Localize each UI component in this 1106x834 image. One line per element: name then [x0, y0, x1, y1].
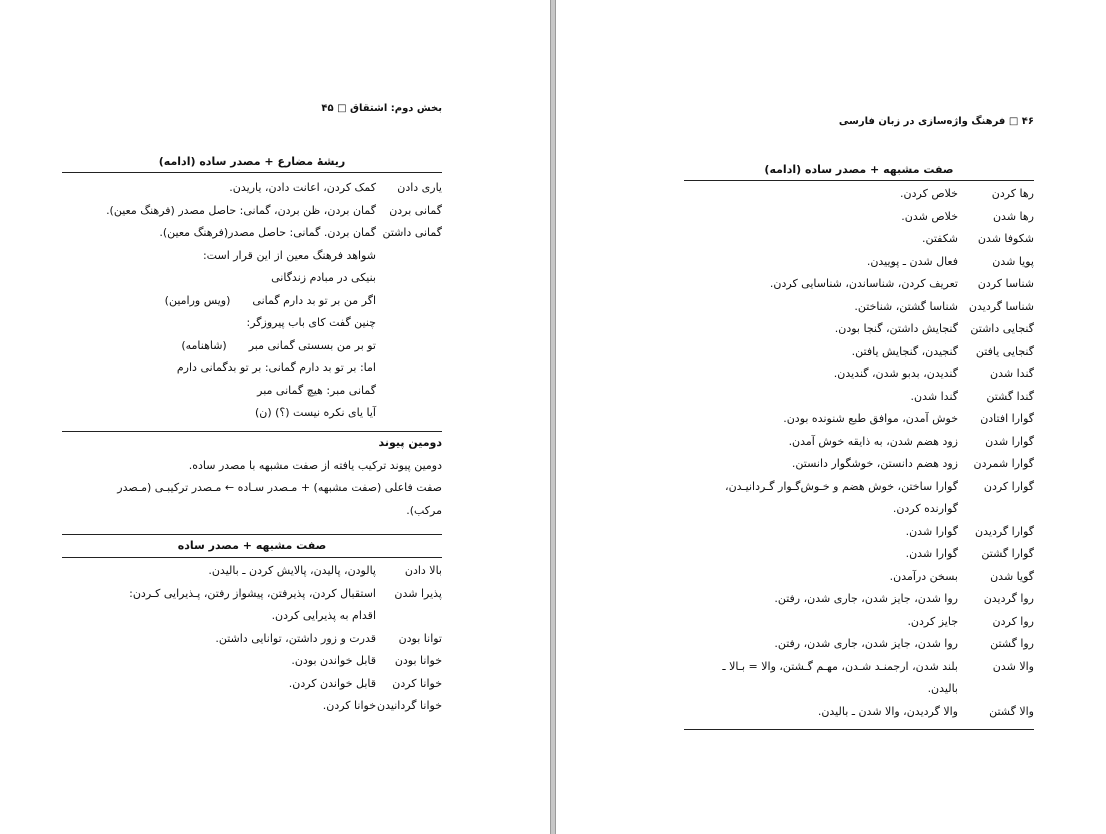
definition: گنجایش داشتن، گنجا بودن. [834, 322, 958, 335]
term: والا شدن [992, 659, 1034, 673]
table-row [684, 183, 1034, 206]
term: والا گشتن [989, 704, 1034, 718]
definition: تعریف کردن، شناساندن، شناسایی کردن. [769, 277, 958, 290]
table-row [684, 566, 1034, 589]
term: روا کردن [992, 614, 1034, 628]
definition: شکفتن. [921, 232, 958, 245]
definition: کمک کردن، اعانت دادن، یاریدن. [229, 181, 376, 194]
term [958, 678, 1034, 701]
term: رها شدن [992, 209, 1034, 223]
table-body [684, 183, 1034, 723]
table-adjective-continued [684, 160, 1034, 730]
table-row [684, 701, 1034, 724]
table-row [62, 200, 442, 223]
definition: گمان بردن. گمانی: حاصل مصدر(فرهنگ معین). [159, 226, 376, 239]
definition: اقدام به پذیرایی کردن. [271, 609, 376, 622]
term: روا گردیدن [983, 592, 1034, 605]
table-row [62, 650, 442, 673]
term: گویا شدن [990, 569, 1034, 583]
definition: روا شدن، جایز شدن، جاری شدن، رفتن. [774, 637, 958, 650]
rule [684, 729, 1034, 730]
term: خوانا گردانیدن [377, 699, 442, 712]
definition: جایز کردن. [907, 614, 958, 628]
quote-text: بنیکی در مبادم زندگانی [271, 271, 376, 284]
table-row [684, 453, 1034, 476]
term: شناسا گردیدن [968, 299, 1034, 313]
table-row [684, 611, 1034, 634]
quote-line [62, 357, 376, 380]
quotes-block [62, 245, 376, 425]
table-row [684, 588, 1034, 611]
definition: شناسا گشتن، شناختن. [854, 299, 958, 313]
table-row [684, 341, 1034, 364]
quote-line [62, 312, 376, 335]
quote-source: (ویس ورامین) [164, 293, 231, 307]
term: گمانی داشتن [382, 226, 442, 239]
definition: والا گردیدن، والا شدن ـ بالیدن. [817, 704, 958, 718]
definition: گندیدن، بدبو شدن، گندیدن. [833, 367, 958, 380]
paragraph-line: صفت فاعلی (صفت مشبهه) + مـصدر سـاده ← مـصدر ترکیبـی (مـصدر [117, 481, 442, 494]
definition: پالودن، پالیدن، پالایش کردن ـ بالیدن. [208, 564, 376, 577]
table-row [684, 476, 1034, 499]
term: یاری دادن [397, 181, 442, 194]
table-row [62, 560, 442, 583]
rule [62, 557, 442, 558]
definition: گوارا شدن. [905, 547, 958, 560]
definition: قابل خواندن کردن. [288, 676, 376, 690]
term: روا گشتن [990, 637, 1034, 650]
term [958, 498, 1034, 521]
term: پویا شدن [992, 254, 1034, 268]
definition: خلاص شدن. [901, 209, 958, 223]
definition: زود هضم شدن، به ذایقه خوش آمدن. [788, 434, 958, 448]
section-heading: دومین پیوند [378, 436, 442, 449]
definition: خوانا کردن. [322, 699, 376, 712]
table-row [684, 633, 1034, 656]
table-row [62, 583, 442, 606]
quote-line [62, 290, 376, 313]
table-row [684, 273, 1034, 296]
table-row [684, 363, 1034, 386]
quote-source: (شاهنامه) [181, 338, 227, 352]
term [376, 605, 442, 628]
term: گنجایی یافتن [975, 344, 1034, 358]
running-head-46: ۴۶ □ فرهنگ واژه‌سازی در زبان فارسی [838, 116, 1034, 127]
table-row [684, 521, 1034, 544]
table-adjective [62, 534, 442, 718]
definition: گوارا شدن. [905, 524, 958, 538]
table-row [684, 206, 1034, 229]
definition: قدرت و زور داشتن، توانایی داشتن. [215, 631, 376, 645]
term: خوانا بودن [394, 654, 442, 667]
definition: گوارنده کردن. [892, 502, 958, 515]
term: شکوفا شدن [977, 232, 1034, 245]
quote-text: گمانی مبر: هیچ گمانی مبر [257, 383, 376, 397]
quote-text: آیا یای نکره نیست (؟) (ن) [254, 406, 376, 419]
term: گنجایی داشتن [970, 322, 1034, 335]
page-45 [0, 0, 551, 834]
term: گوارا شمردن [973, 457, 1034, 470]
paragraph-line: مرکب). [406, 503, 442, 517]
definition: زود هضم دانستن، خوشگوار دانستن. [791, 457, 958, 470]
section-second-link [62, 432, 442, 522]
definition: گمان بردن، ظن بردن، گمانی: حاصل مصدر (فرهنگ معین). [106, 203, 376, 217]
term: شناسا کردن [977, 277, 1034, 290]
quote-text: شواهد فرهنگ معین از این قرار است: [202, 248, 376, 262]
quote-line [62, 245, 376, 268]
table-row [684, 251, 1034, 274]
term: گندا گشتن [986, 389, 1034, 403]
table-row [684, 386, 1034, 409]
running-head-45: بخش دوم: اشتقاق □ ۴۵ [321, 103, 442, 114]
table-row [62, 673, 442, 696]
definition: بلند شدن، ارجمنـد شـدن، مهـم گـشتن، والا = بـالا ـ [722, 659, 958, 673]
term: خوانا کردن [392, 676, 442, 690]
definition: فعال شدن ـ پوییدن. [866, 254, 958, 268]
term: گمانی بردن [389, 203, 442, 217]
table-row [684, 408, 1034, 431]
table-row [62, 222, 442, 245]
term: توانا بودن [398, 631, 442, 645]
quote-line [62, 402, 376, 425]
term: گوارا گردیدن [975, 524, 1034, 538]
rule [62, 172, 442, 173]
table-row [684, 656, 1034, 679]
table-row [62, 177, 442, 200]
table-title: صفت مشبهه + مصدر ساده (ادامه) [764, 163, 954, 176]
quote-text: تو بر من بسستی گمانی مبر [248, 338, 376, 352]
table-title: ریشهٔ مضارع + مصدر ساده (ادامه) [158, 155, 346, 168]
definition: روا شدن، جایز شدن، جاری شدن، رفتن. [774, 592, 958, 605]
quote-text: اما: بر تو بد دارم گمانی: بر تو بدگمانی دارم [176, 361, 376, 374]
page-46 [555, 0, 1106, 834]
rule [684, 180, 1034, 181]
term: گوارا افتادن [980, 412, 1034, 425]
definition: خوش آمدن، موافق طبع شنونده بودن. [783, 412, 958, 425]
quote-text: چنین گفت کای باب پیروزگر: [246, 316, 376, 329]
table-row [684, 498, 1034, 521]
term: گندا شدن [990, 367, 1034, 380]
quote-line [62, 267, 376, 290]
quote-line [62, 380, 376, 403]
table-row [684, 543, 1034, 566]
table-row [684, 228, 1034, 251]
term: پذیرا شدن [394, 586, 442, 600]
term: گوارا شدن [985, 434, 1034, 448]
table-title: صفت مشبهه + مصدر ساده [177, 539, 327, 552]
table-present-stem [62, 152, 442, 432]
definition: بالیدن. [927, 682, 958, 695]
quote-text: اگر من بر تو بد دارم گمانی [252, 293, 376, 307]
table-row [62, 605, 442, 628]
definition: گندا شدن. [910, 389, 958, 403]
table-row [684, 431, 1034, 454]
definition: بسخن درآمدن. [889, 569, 958, 583]
table-row [684, 296, 1034, 319]
table-row [684, 678, 1034, 701]
definition: گنجیدن، گنجایش یافتن. [851, 344, 958, 358]
term: گوارا گشتن [981, 547, 1034, 560]
definition: گوارا ساختن، خوش هضم و خـوش‌گـوار گـردانیـدن، [725, 479, 958, 493]
definition: استقبال کردن، پذیرفتن، پیشواز رفتن، پـذیرایی کـردن: [129, 586, 376, 600]
term: رها کردن [991, 187, 1034, 200]
definition: خلاص کردن. [900, 187, 958, 200]
definition: قابل خواندن بودن. [291, 654, 376, 667]
paragraph-line: دومین پیوند ترکیب یافته از صفت مشبهه با مصدر ساده. [188, 458, 442, 472]
table-row [62, 695, 442, 718]
table-row [684, 318, 1034, 341]
term: گوارا کردن [983, 479, 1034, 493]
term: بالا دادن [404, 564, 442, 577]
table-row [62, 628, 442, 651]
quote-line [62, 335, 376, 358]
